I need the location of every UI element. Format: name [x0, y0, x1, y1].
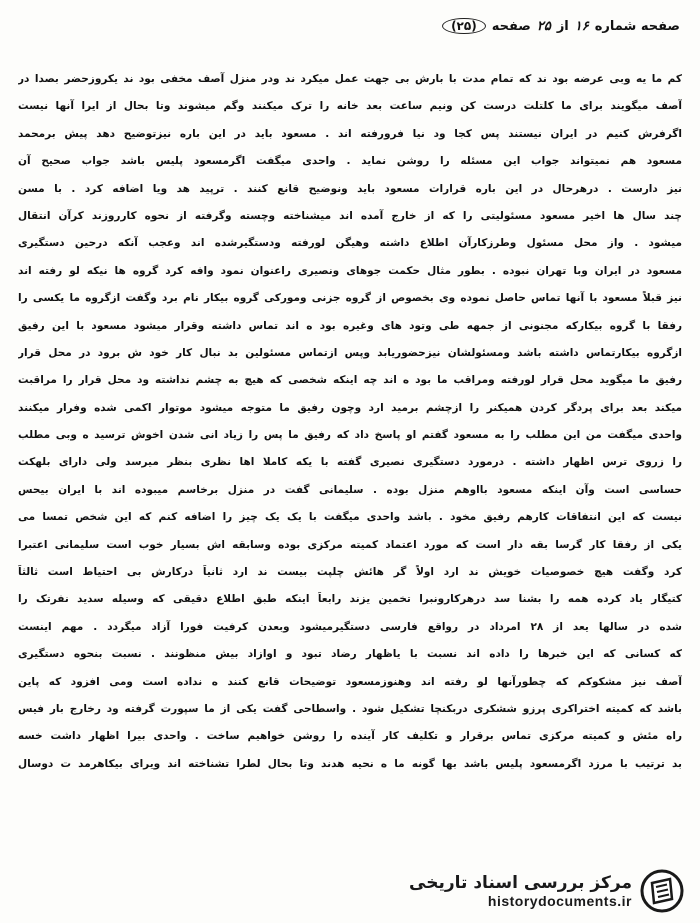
total-label: صفحه — [491, 18, 531, 34]
archive-logo-icon — [640, 869, 684, 913]
document-body — [18, 72, 682, 784]
text-line: را زروی ترس اظهار داشته . درمورد دستگیری نصیری گفته با یکه کاملا اها نظری بنظر میرسد ولی دارای بلهکت — [18, 456, 682, 469]
text-line: مسعود هم نمیتواند جواب این مسئله را روشن نماید . واحدی میگفت اگرمسعود پلیس باشد جواب صحیح آن — [18, 155, 682, 168]
text-line: رفقا با گروه بیکارکه مجنونی از جمهه طی وتود های وغیره بود ه اند تماس داشته وقرار میشود مسعود با این رفیق — [18, 319, 682, 332]
watermark — [409, 869, 684, 913]
text-line: که کسانی که این خبرها را داده اند نسبت با یاظهار رضاد تبود و اوازاد بیش منظونند . نسبت بنحوه دستگیری — [18, 648, 682, 661]
text-line: کتیگار یاد کرده همه را بشنا سد درهرکارونبرا تخمین یزند رابعاً اینکه طبق اطلاع دقیقی که وسیله سدید نفرتک را — [18, 593, 682, 606]
page-number: ۱۶ — [574, 18, 589, 34]
text-line: آصف میگویند برای ما کلتلت درست کن ونیم ساعت بعد خانه را ترک میکنند وگم میشوند وتا بحال از ایرا آنها نیست — [18, 100, 682, 113]
text-line: راه مئش و کمیته مرکزی تماس برقرار و تکلیف کار آینده را روشن خواهیم ساخت . واحدی بیرا اظهار داشت خسه — [18, 730, 682, 743]
text-line: رفیق ما میگوید محل قرار لورفته ومراقب ما بود ه اند چه اینکه شخصی که هیچ به چشم نداشته ود محل قرار را مراقبت — [18, 374, 682, 387]
page-label: صفحه شماره — [594, 18, 680, 34]
text-line: نیز قبلاً مسعود با آنها تماس حاصل نموده وی بخصوص از گروه جزنی ومورکی گروه بیکار نام برد وگفت ازگروه ما یکسی را — [18, 292, 682, 305]
text-line: بد ترتیب با مرزد اگرمسعود پلیس باشد بها گونه ما ه نحیه هدند وتا بحال لطرا تشناخته اند ویرای بیکاهرمد ت دوسال — [18, 757, 682, 770]
text-line: میکند بعد برای پردگر کردن همیکنر را ازچشم برمید ارد وچون رفیق ما متوجه میشود موتوار اکمی شده وفرار میکنند — [18, 401, 682, 414]
text-line: مسعود در ایران وبا تهران نبوده . بطور مثال حکمت جوهای ونصیری راعنوان نمود وافه کرد گروه ها نیکه لو رفته اند — [18, 264, 682, 277]
text-line: واحدی میگفت من این مطلب را به مسعود گفتم او پاسخ داد که رفیق ما پس را زیاد انی شدن اخوش ترسید ه وبی مطلب — [18, 429, 682, 442]
text-line: آصف نیز مشکوکم که چطورآنها لو رفته اند وهنوزمسعود توضیحات قانع کنند ه نداده است ومی افزود که پاین — [18, 675, 682, 688]
total-pages: ۲۵ — [536, 18, 551, 34]
text-line: اگرفرش کنیم در ایران نیستند پس کجا ود نیا فرورفته اند . مسعود باید در این باره نیزتوضیح دهد پیش برمحمد — [18, 127, 682, 140]
text-line: حساسی است وآن اینکه مسعود بااوهم منزل بوده . سلیمانی گفت در منزل برخاسم میبوده اند با ایران بیحس — [18, 483, 682, 496]
text-line: میشود . واز محل مسئول وطرزکارآن اطلاع داشته وهیگن لورفته ودستگیرشده اند وعجب آنکه درحین دستگیری — [18, 237, 682, 250]
text-line: باشد که کمیته اختراکری پرزو ششکری دربکنچا تشکیل شود . واسطاحی گفت یکی از ما سپورت گرفته ود رخارج بار فیس — [18, 702, 682, 715]
watermark-url: historydocuments.ir — [487, 893, 632, 909]
page-header — [442, 18, 680, 34]
watermark-name: مرکز بررسی اسناد تاریخی — [409, 873, 632, 893]
of-label: از — [556, 18, 569, 34]
text-line: کم ما یه وبی عرضه بود ند که تمام مدت با بارش بی جهت عمل میکرد ند ودر منزل آصف مخفی بود ند یکروزحضر بصدا در — [18, 73, 682, 85]
page-stamp: (۲۵) — [442, 18, 486, 34]
text-line: چند سال ها اخیر مسعود مسئولیتی را که از خارج آمده اند میشناخته وچسته وگرفته از نحوه کارروزند کرآن انتقال — [18, 209, 682, 222]
text-line: نیست که این انتفاقات کارهم رفیق مخود . باشد واحدی میگفت با یک یک چیز را اضافه کنم که این شخص تمسا می — [18, 511, 682, 524]
text-line: شده در سالها یعد از ۲۸ امرداد در رواقع فارسی دستگیرمیشود وبعدن کرفیت فورا آزاد میگردد . مهم اینست — [18, 620, 682, 633]
text-line: ازگروه بیکارتماس داشته باشد ومسئولشان نیزحضوریابد وپس ازتماس مسئولین بد نبال کار خود ش برود در محل قرار — [18, 346, 682, 359]
text-line: یکی از رفقا کار گرسا بقه دار است که مورد اعتماد کمیته مرکزی بوده وسابقه اش بسیار خوب است سلیمانی اعتبرا — [18, 538, 682, 551]
text-line: نیز دارست . درهرحال در این باره قرارات مسعود باید ونوضیح قانع کنند . ترپید هد ویا اضافه کرد . با مسن — [18, 182, 682, 195]
text-line: کرد وگفت هیچ خصوصیات خویش ند ارد اولاً گر هائش چلپت بیست ند ارد ثانیاً درکارش بی احتیاط است ثالثاً — [18, 566, 682, 579]
